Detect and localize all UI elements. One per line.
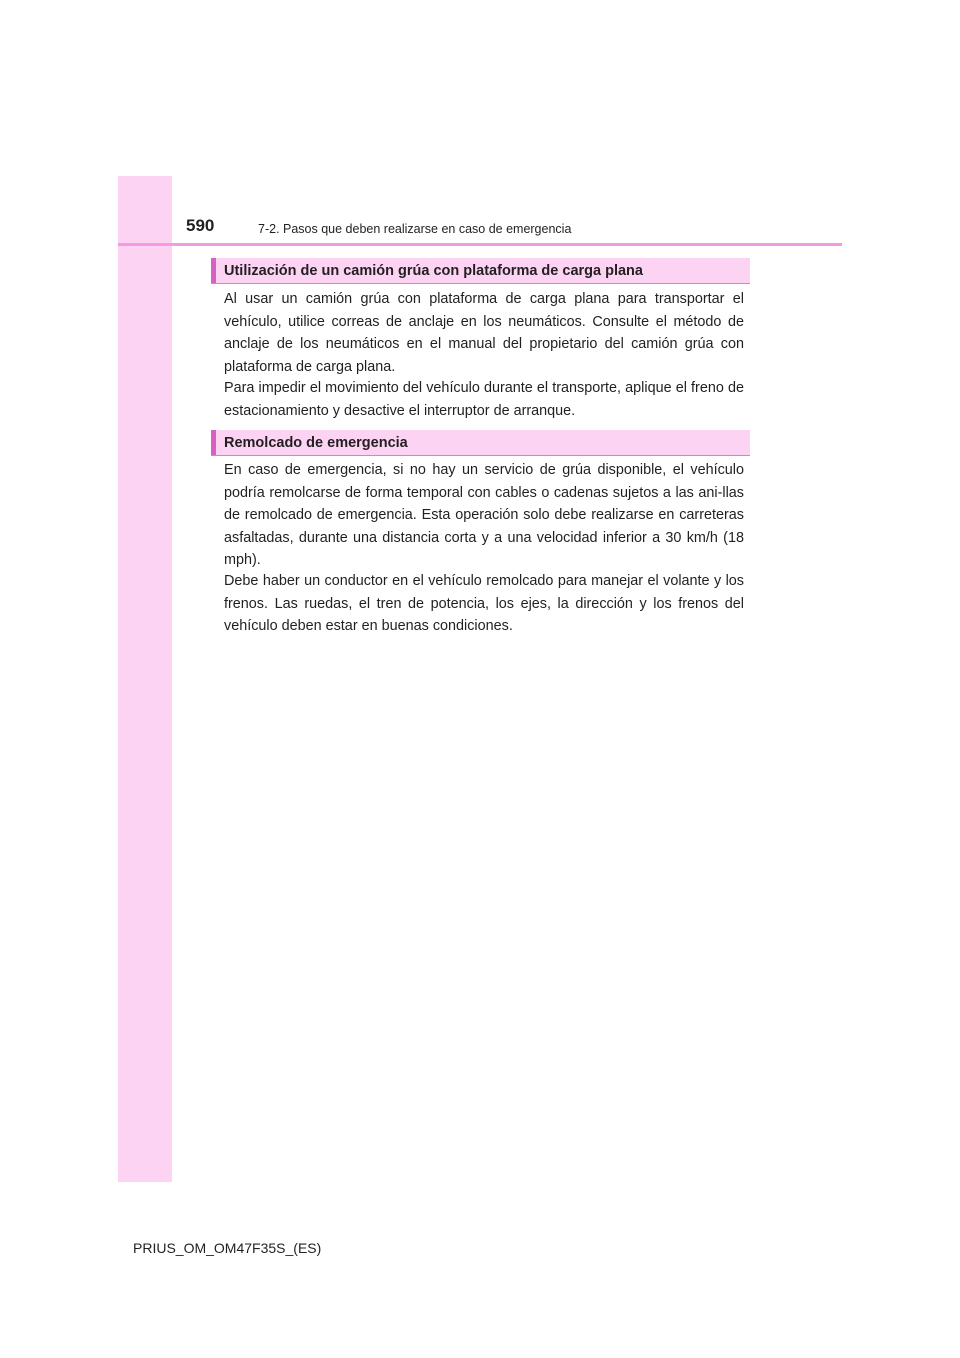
side-margin-band [118,176,172,1182]
paragraph-driver-required: Debe haber un conductor en el vehículo remolcado para manejar el volante y los frenos. Las ruedas, el tren de potencia, los ejes, la dirección y los frenos del vehículo deben estar en buenas condiciones. [224,573,744,634]
heading-accent-bar [211,430,216,455]
section-heading-label: Utilización de un camión grúa con plataforma de carga plana [224,263,643,279]
section-heading-flatbed-tow [211,258,750,284]
section-heading-label: Remolcado de emergencia [224,435,408,451]
header-divider [118,243,842,246]
document-code: PRIUS_OM_OM47F35S_(ES) [133,1240,322,1256]
heading-accent-bar [211,258,216,283]
paragraph-emergency-tow: En caso de emergencia, si no hay un servicio de grúa disponible, el vehículo podría remolcarse de forma temporal con cables o cadenas sujetos a las ani-llas de remolcado de emergencia. Esta operación solo debe realizarse en carreteras asfaltadas, durante una distancia corta y a una velocidad inferior a 30 km/h (18 mph). [224,462,744,568]
section-heading-emergency-tow [211,430,750,456]
chapter-title: 7-2. Pasos que deben realizarse en caso de emergencia [258,222,572,236]
page-number: 590 [186,216,215,235]
paragraph-flatbed-brake: Para impedir el movimiento del vehículo durante el transporte, aplique el freno de estacionamiento y desactive el interruptor de arranque. [224,380,744,419]
paragraph-flatbed-straps: Al usar un camión grúa con plataforma de carga plana para transportar el vehículo, utilice correas de anclaje en los neumáticos. Consulte el método de anclaje de los neumáticos en el manual del propietario del camión grúa con plataforma de carga plana. [224,291,744,375]
